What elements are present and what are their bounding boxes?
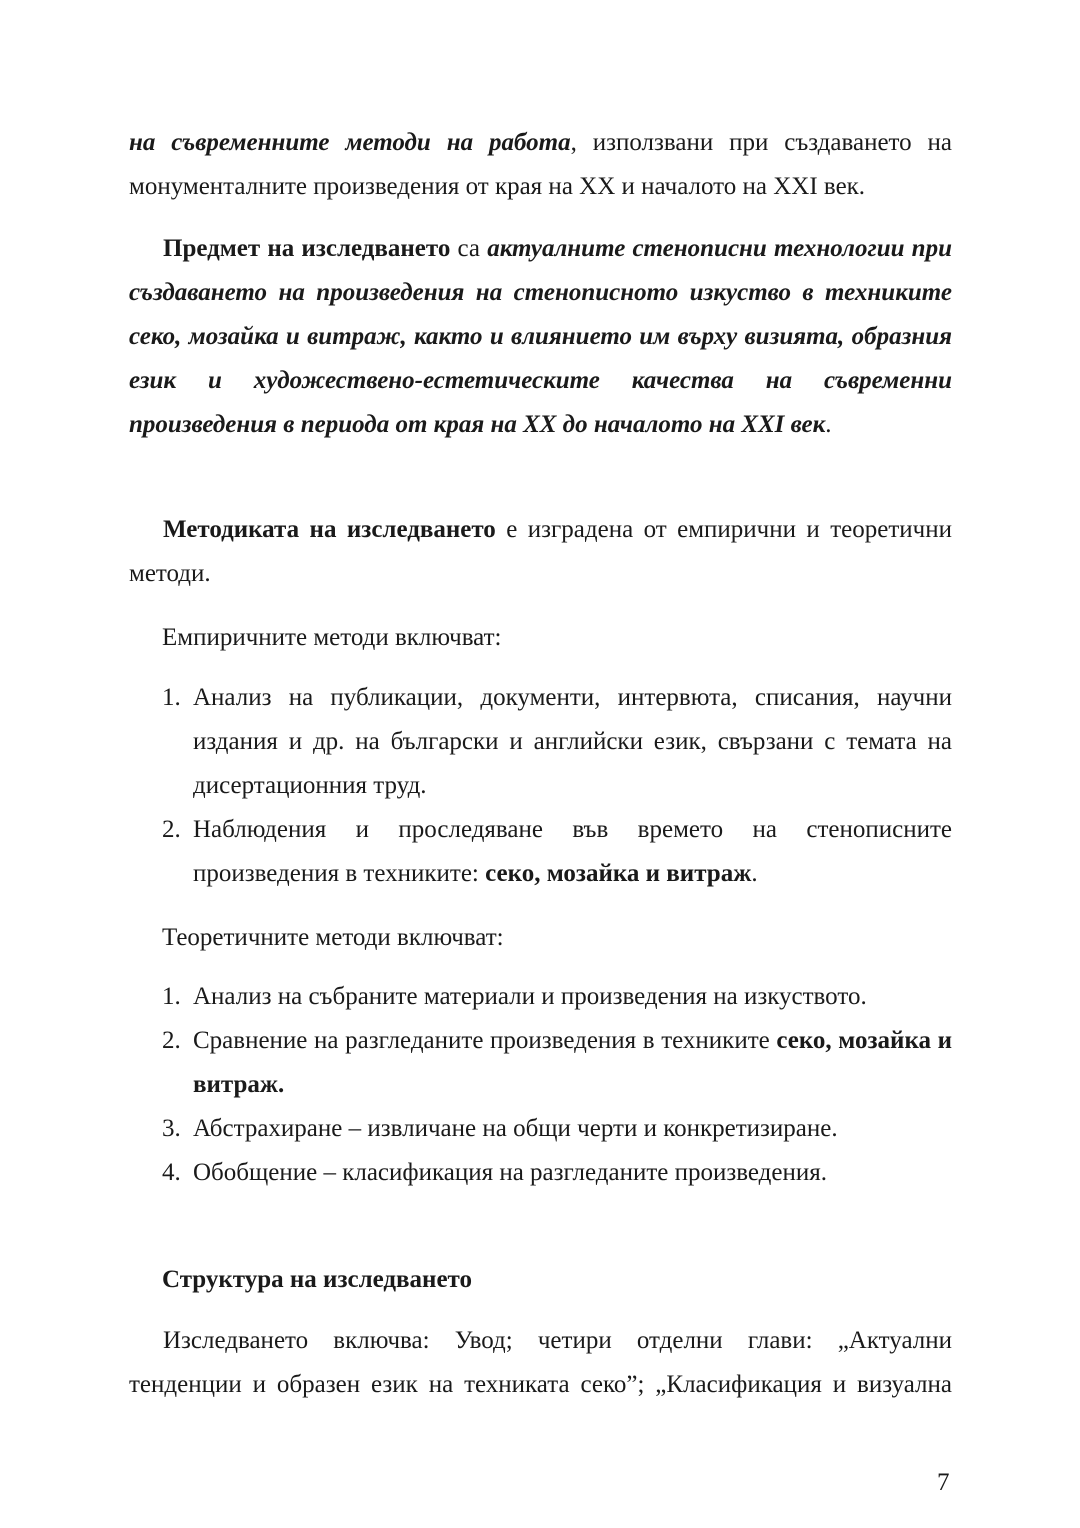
paragraph-research-subject: Предмет на изследването са актуалните стенописни технологии при създаването на произведения на стенописното изкуство в техниките секо, мозайка и витраж, както и влиянието им върху визията, образния език и художествено-естетическите качества на съвременни произведения в периода от края на XX до началото на XXI век. xyxy=(129,235,952,438)
list-item: 2. Наблюдения и проследяване във времето на стенописните произведения в техниките: секо, мозайка и витраж. xyxy=(162,816,952,887)
list-item: 1. Анализ на публикации, документи, интервюта, списания, научни издания и др. на български и английски език, свързани с темата на дисертационния труд. xyxy=(162,684,952,799)
empirical-methods-list xyxy=(162,676,952,896)
list-item: 4. Обобщение – класификация на разгледаните произведения. xyxy=(162,1159,827,1186)
list-item: 1. Анализ на събраните материали и произведения на изкуството. xyxy=(162,983,867,1010)
term-methodology: Методиката на изследването xyxy=(163,516,496,543)
emphasis-modern-methods: на съвременните методи на работа xyxy=(129,129,571,156)
theoretical-methods-intro: Теоретичните методи включват: xyxy=(162,924,504,951)
empirical-methods-intro: Емпиричните методи включват: xyxy=(162,624,502,651)
list-item: 3. Абстрахиране – извличане на общи черти и конкретизиране. xyxy=(162,1115,838,1142)
paragraph-text: , използвани при създаването на монументалните произведения от края на XX и началото на XXI век. xyxy=(129,129,953,200)
paragraph-methodology: Методиката на изследването е изградена от емпирични и теоретични методи. xyxy=(129,516,952,587)
theoretical-methods-list xyxy=(162,975,952,1195)
paragraph-structure: Изследването включва: Увод; четири отделни глави: „Актуални тенденции и образен език на техниката секо”; „Класификация и визуална xyxy=(129,1327,952,1398)
emphasis-research-subject: актуалните стенописни технологии при създаването на произведения на стенописното изкуство в техниките секо, мозайка и витраж, както и влиянието им върху визията, образния език и художествено-естетическите качества на съвременни произведения в периода от края на XX до началото на XXI век xyxy=(129,235,952,438)
page-number: 7 xyxy=(937,1469,950,1496)
term-research-subject: Предмет на изследването xyxy=(163,235,451,262)
section-heading-structure: Структура на изследването xyxy=(162,1266,472,1293)
paragraph-methods-continuation xyxy=(129,121,952,209)
list-item: 2. Сравнение на разгледаните произведения в техниките секо, мозайка и витраж. xyxy=(162,1027,952,1098)
